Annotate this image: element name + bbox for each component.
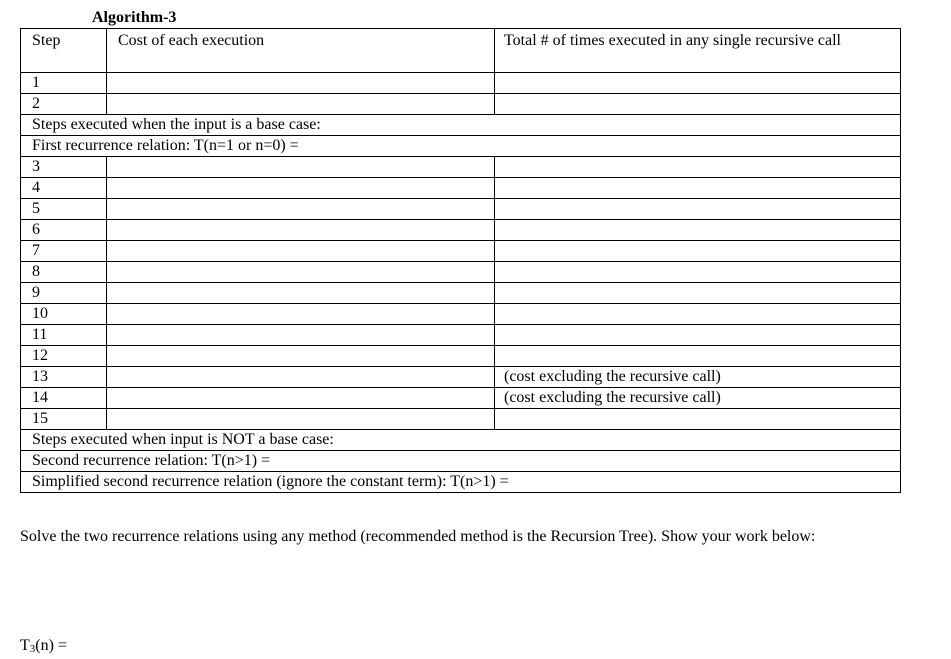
step-cell: 13: [21, 367, 107, 388]
cost-cell[interactable]: [107, 367, 495, 388]
step-cell: 8: [21, 262, 107, 283]
cost-cell[interactable]: [107, 241, 495, 262]
header-total: Total # of times executed in any single recursive call: [495, 29, 901, 73]
table-row: [21, 409, 901, 430]
step-cell: 11: [21, 325, 107, 346]
table-row: [21, 262, 901, 283]
total-cell[interactable]: (cost excluding the recursive call): [495, 367, 901, 388]
table-row: [21, 241, 901, 262]
cost-cell[interactable]: [107, 220, 495, 241]
table-row: [21, 346, 901, 367]
header-step: Step: [21, 29, 107, 73]
cost-cell[interactable]: [107, 388, 495, 409]
step-cell: 14: [21, 388, 107, 409]
step-cell: 4: [21, 178, 107, 199]
algorithm-title: Algorithm-3: [92, 9, 177, 26]
total-cell[interactable]: [495, 262, 901, 283]
step-cell: 6: [21, 220, 107, 241]
cost-cell[interactable]: [107, 73, 495, 94]
cost-cell[interactable]: [107, 283, 495, 304]
total-cell[interactable]: [495, 94, 901, 115]
result-suffix: (n) =: [35, 637, 67, 654]
total-cell[interactable]: [495, 73, 901, 94]
table-row: [21, 178, 901, 199]
step-cell: 1: [21, 73, 107, 94]
first-recurrence-relation[interactable]: First recurrence relation: T(n=1 or n=0) =: [21, 136, 901, 157]
cost-cell[interactable]: [107, 325, 495, 346]
table-header-row: [21, 29, 901, 73]
result-prefix: T: [20, 637, 30, 654]
cost-cell[interactable]: [107, 94, 495, 115]
base-case-label-row: [21, 115, 901, 136]
table-row: [21, 94, 901, 115]
cost-cell[interactable]: [107, 304, 495, 325]
step-cell: 2: [21, 94, 107, 115]
step-cell: 15: [21, 409, 107, 430]
table-row: [21, 283, 901, 304]
table-row: [21, 367, 901, 388]
cost-cell[interactable]: [107, 178, 495, 199]
total-cell[interactable]: [495, 178, 901, 199]
second-recurrence-relation-row: [21, 451, 901, 472]
cost-cell[interactable]: [107, 346, 495, 367]
total-cell[interactable]: [495, 241, 901, 262]
solve-instruction: Solve the two recurrence relations using any method (recommended method is the Recursion Tree). Show your work below:: [20, 528, 816, 545]
total-cell[interactable]: [495, 409, 901, 430]
cost-cell[interactable]: [107, 199, 495, 220]
first-recurrence-relation-row: [21, 136, 901, 157]
algorithm-analysis-table: [20, 28, 901, 493]
base-case-label[interactable]: Steps executed when the input is a base case:: [21, 115, 901, 136]
total-cell[interactable]: [495, 346, 901, 367]
table-row: [21, 73, 901, 94]
not-base-case-label-row: [21, 430, 901, 451]
table-row: [21, 388, 901, 409]
total-cell[interactable]: [495, 157, 901, 178]
not-base-case-label[interactable]: Steps executed when input is NOT a base case:: [21, 430, 901, 451]
total-cell[interactable]: [495, 199, 901, 220]
table-row: [21, 304, 901, 325]
total-cell[interactable]: [495, 220, 901, 241]
total-cell[interactable]: (cost excluding the recursive call): [495, 388, 901, 409]
step-cell: 5: [21, 199, 107, 220]
table-row: [21, 220, 901, 241]
total-cell[interactable]: [495, 325, 901, 346]
result-expression: [20, 636, 67, 659]
total-cell[interactable]: [495, 304, 901, 325]
table-row: [21, 157, 901, 178]
step-cell: 9: [21, 283, 107, 304]
second-recurrence-relation[interactable]: Second recurrence relation: T(n>1) =: [21, 451, 901, 472]
step-cell: 7: [21, 241, 107, 262]
step-cell: 3: [21, 157, 107, 178]
table-row: [21, 325, 901, 346]
header-cost: Cost of each execution: [107, 29, 495, 73]
table-row: [21, 199, 901, 220]
cost-cell[interactable]: [107, 157, 495, 178]
simplified-recurrence-relation-row: [21, 472, 901, 493]
cost-cell[interactable]: [107, 262, 495, 283]
step-cell: 10: [21, 304, 107, 325]
total-cell[interactable]: [495, 283, 901, 304]
step-cell: 12: [21, 346, 107, 367]
simplified-recurrence-relation[interactable]: Simplified second recurrence relation (ignore the constant term): T(n>1) =: [21, 472, 901, 493]
result-subscript: 3: [29, 643, 36, 655]
cost-cell[interactable]: [107, 409, 495, 430]
